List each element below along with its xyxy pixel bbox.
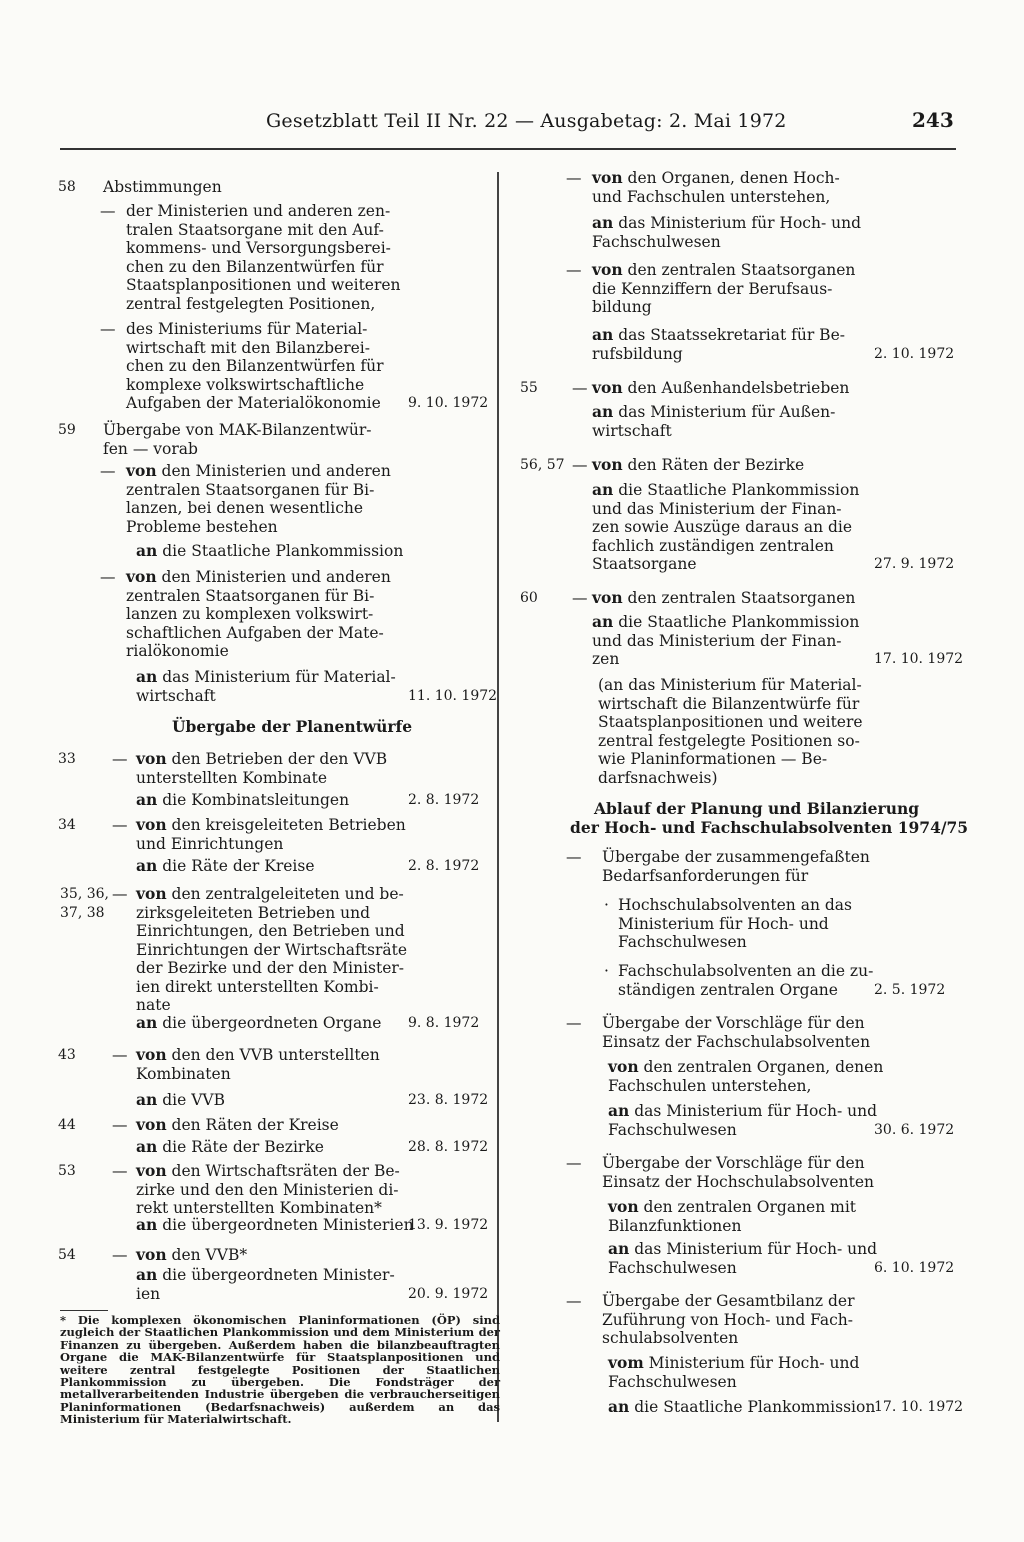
date-value: 9. 10. 1972: [408, 395, 489, 411]
text-line: Bilanzfunktionen: [608, 1216, 742, 1235]
text-line: Staatsplanpositionen und weiteren: [126, 276, 401, 294]
dash-marker: —: [112, 1116, 128, 1134]
date-value: 27. 9. 1972: [874, 556, 955, 572]
text-line: unterstellten Kombinate: [136, 768, 328, 787]
text-line: an das Ministerium für Außen-: [592, 402, 836, 421]
text-line: an die Räte der Bezirke: [136, 1137, 324, 1156]
text-line: zentralen Staatsorganen für Bi-: [126, 480, 375, 499]
text-line: Fachschulwesen: [592, 232, 721, 251]
text-line: an die VVB: [136, 1090, 225, 1109]
text-line: von den Ministerien und anderen: [126, 567, 391, 586]
text-line: von den kreisgeleiteten Betrieben: [136, 815, 406, 834]
text-line: an das Ministerium für Hoch- und: [592, 213, 862, 232]
text-line: an das Ministerium für Hoch- und: [608, 1101, 878, 1120]
item-number: 54: [58, 1247, 76, 1263]
text-line: an die übergeordneten Organe: [136, 1013, 382, 1032]
page-header: [0, 110, 1024, 138]
text-line: rekt unterstellten Kombinaten*: [136, 1199, 382, 1217]
dash-marker: —: [112, 816, 128, 834]
dash-marker: —: [572, 379, 588, 397]
dash-marker: —: [112, 1046, 128, 1064]
text-line: Staatsplanpositionen und weitere: [598, 713, 863, 731]
text-line: und das Ministerium der Finan-: [592, 631, 842, 650]
dash-marker: —: [100, 320, 116, 338]
dash-marker: —: [566, 169, 582, 187]
text-line: von den zentralen Staatsorganen: [592, 588, 856, 607]
text-line: (an das Ministerium für Material-: [598, 676, 862, 694]
text-line: rufsbildung: [592, 344, 683, 363]
text-line: von den Wirtschaftsräten der Be-: [136, 1161, 400, 1180]
header-rule: [60, 148, 956, 150]
dash-marker: —: [112, 885, 128, 903]
text-line: zentralen Staatsorganen für Bi-: [126, 586, 375, 605]
text-line: rialökonomie: [126, 642, 229, 660]
item-number: 35, 36,: [60, 886, 109, 902]
text-line: darfsnachweis): [598, 768, 718, 787]
text-line: von den zentralen Organen, denen: [608, 1057, 884, 1076]
item-number: 56, 57: [520, 457, 565, 473]
text-line: chen zu den Bilanzentwürfen für: [126, 357, 384, 375]
text-line: ien: [136, 1284, 161, 1303]
item-number: 58: [58, 179, 76, 195]
text-line: Übergabe der Vorschläge für den: [602, 1154, 865, 1172]
date-value: 17. 10. 1972: [874, 1399, 964, 1415]
text-line: wirtschaft die Bilanzentwürfe für: [598, 694, 860, 713]
text-line: komplexe volkswirtschaftliche: [126, 375, 365, 394]
text-line: Übergabe der Vorschläge für den: [602, 1014, 865, 1032]
text-line: kommens- und Versorgungsberei-: [126, 239, 391, 257]
date-value: 20. 9. 1972: [408, 1285, 489, 1302]
text-line: vom Ministerium für Hoch- und: [608, 1353, 860, 1372]
dash-marker: —: [572, 589, 588, 607]
dash-marker: —: [566, 261, 582, 279]
text-line: Einsatz der Fachschulabsolventen: [602, 1032, 871, 1051]
text-line: die Kennziffern der Berufsaus-: [592, 279, 833, 298]
text-line: an das Staatssekretariat für Be-: [592, 325, 845, 344]
text-line: Probleme bestehen: [126, 517, 278, 536]
date-value: 30. 6. 1972: [874, 1121, 955, 1138]
text-line: von den zentralgeleiteten und be-: [136, 884, 404, 903]
date-value: 2. 5. 1972: [874, 981, 946, 998]
text-line: von den Betrieben der den VVB: [136, 749, 388, 768]
bullet-marker: ·: [604, 962, 609, 980]
text-line: Abstimmungen: [103, 178, 222, 196]
text-line: bildung: [592, 298, 652, 316]
dash-marker: —: [100, 568, 116, 586]
text-line: von den Außenhandelsbetrieben: [592, 378, 850, 397]
date-value: 13. 9. 1972: [408, 1217, 489, 1233]
date-value: 2. 8. 1972: [408, 858, 480, 874]
text-line: fachlich zuständigen zentralen: [592, 536, 834, 555]
text-line: schulabsolventen: [602, 1329, 739, 1347]
text-line: von den den VVB unterstellten: [136, 1045, 380, 1064]
text-line: Übergabe von MAK-Bilanzentwür-: [103, 421, 372, 439]
text-line: und Einrichtungen: [136, 834, 284, 853]
dash-marker: —: [572, 456, 588, 474]
text-line: schaftlichen Aufgaben der Mate-: [126, 623, 384, 642]
text-line: zen: [592, 650, 620, 668]
text-line: des Ministeriums für Material-: [126, 320, 368, 338]
text-line: von den Ministerien und anderen: [126, 461, 391, 480]
text-line: ständigen zentralen Organe: [618, 980, 838, 999]
text-line: an die Kombinatsleitungen: [136, 790, 350, 809]
item-number: 34: [58, 817, 76, 833]
section-heading: der Hoch- und Fachschulabsolventen 1974/75: [570, 817, 969, 837]
text-line: von den VVB*: [136, 1245, 248, 1264]
text-line: an die Staatliche Plankommission: [136, 541, 404, 560]
text-line: an das Ministerium für Hoch- und: [608, 1239, 878, 1258]
dash-marker: —: [100, 202, 116, 220]
text-line: zentral festgelegten Positionen,: [126, 294, 376, 313]
date-value: 6. 10. 1972: [874, 1259, 955, 1276]
text-line: Fachschulwesen: [608, 1120, 737, 1139]
text-line: Fachschulwesen: [608, 1258, 737, 1277]
text-line: ien direkt unterstellten Kombi-: [136, 977, 379, 996]
footnote-rule: [60, 1310, 108, 1311]
text-line: von den Organen, denen Hoch-: [592, 168, 840, 187]
section-heading: Ablauf der Planung und Bilanzierung: [594, 799, 920, 818]
text-line: Zuführung von Hoch- und Fach-: [602, 1310, 854, 1329]
text-line: nate: [136, 996, 171, 1014]
dash-marker: —: [566, 1292, 582, 1310]
text-line: wie Planinformationen — Be-: [598, 750, 828, 768]
dash-marker: —: [112, 1246, 128, 1264]
text-line: an die Staatliche Plankommission: [608, 1397, 876, 1416]
text-line: an die Staatliche Plankommission: [592, 480, 860, 499]
page-number: 243: [912, 108, 954, 132]
text-line: wirtschaft mit den Bilanzberei-: [126, 338, 370, 357]
text-line: Staatsorgane: [592, 555, 697, 573]
text-line: zirke und den den Ministerien di-: [136, 1180, 399, 1199]
text-line: lanzen zu komplexen volkswirt-: [126, 605, 374, 623]
item-number: 60: [520, 590, 538, 606]
date-value: 2. 10. 1972: [874, 345, 955, 362]
text-line: an die Räte der Kreise: [136, 856, 315, 875]
text-line: und das Ministerium der Finan-: [592, 499, 842, 518]
date-value: 2. 8. 1972: [408, 792, 480, 808]
text-line: Einsatz der Hochschulabsolventen: [602, 1172, 874, 1191]
dash-marker: —: [112, 750, 128, 768]
text-line: tralen Staatsorgane mit den Auf-: [126, 220, 384, 239]
text-line: lanzen, bei denen wesentliche: [126, 499, 364, 517]
text-line: der Bezirke und der den Minister-: [136, 959, 405, 977]
text-line: wirtschaft: [592, 421, 672, 440]
text-line: zen sowie Auszüge daraus an die: [592, 518, 853, 536]
item-number: 55: [520, 380, 538, 396]
text-line: Ministerium für Hoch- und: [618, 914, 829, 933]
date-value: 11. 10. 1972: [408, 687, 498, 704]
text-line: Fachschulen unterstehen,: [608, 1076, 812, 1095]
text-line: von den Räten der Kreise: [136, 1115, 339, 1134]
text-line: an das Ministerium für Material-: [136, 667, 396, 686]
item-number: 37, 38: [60, 904, 105, 921]
date-value: 17. 10. 1972: [874, 651, 964, 667]
text-line: und Fachschulen unterstehen,: [592, 187, 831, 206]
dash-marker: —: [112, 1162, 128, 1180]
text-line: Fachschulwesen: [618, 933, 747, 951]
text-line: Übergabe der Gesamtbilanz der: [602, 1292, 855, 1310]
dash-marker: —: [566, 1154, 582, 1172]
item-number: 43: [58, 1047, 76, 1063]
text-line: wirtschaft: [136, 686, 216, 705]
text-line: von den Räten der Bezirke: [592, 455, 805, 474]
dash-marker: —: [566, 848, 582, 866]
text-line: zentral festgelegte Positionen so-: [598, 731, 860, 750]
text-line: fen — vorab: [103, 439, 198, 458]
footnote: * Die komplexen ökonomischen Planinformationen (ÖP) sind zugleich der Staatlichen Plankommission und dem Ministerium der Finanzen zu übergeben. Außerdem haben die bilanzbeauftragten Organe die MAK-Bilanzentwürfe für Staatsplanpositionen und weitere zentral festgelegte Positionen der Staatlichen Plankommission zu übergeben. Die Fondsträger der metallverarbeitenden Industrie übergeben die verbraucherseitigen Planinformationen (Bedarfsnachweis) außerdem an das Ministerium für Materialwirtschaft.: [60, 1313, 500, 1427]
text-line: von den zentralen Organen mit: [608, 1197, 857, 1216]
item-number: 59: [58, 422, 76, 438]
text-line: an die übergeordneten Ministerien: [136, 1215, 414, 1234]
date-value: 23. 8. 1972: [408, 1092, 489, 1108]
date-value: 9. 8. 1972: [408, 1015, 480, 1031]
dash-marker: —: [100, 462, 116, 480]
text-line: Bedarfsanforderungen für: [602, 866, 809, 885]
text-line: Fachschulabsolventen an die zu-: [618, 962, 874, 980]
text-line: Übergabe der zusammengefaßten: [602, 848, 870, 866]
text-line: an die Staatliche Plankommission: [592, 612, 860, 631]
text-line: Kombinaten: [136, 1064, 231, 1083]
text-line: an die übergeordneten Minister-: [136, 1265, 395, 1284]
text-line: Aufgaben der Materialökonomie: [126, 394, 381, 412]
section-heading: Übergabe der Planentwürfe: [172, 717, 413, 736]
text-line: Einrichtungen, den Betrieben und: [136, 922, 405, 940]
text-line: zirksgeleiteten Betrieben und: [136, 903, 370, 922]
text-line: Fachschulwesen: [608, 1372, 737, 1391]
bullet-marker: ·: [604, 896, 609, 914]
text-line: Hochschulabsolventen an das: [618, 896, 852, 914]
column-divider: [497, 172, 499, 1422]
text-line: chen zu den Bilanzentwürfen für: [126, 257, 384, 276]
item-number: 53: [58, 1163, 76, 1179]
page-title: Gesetzblatt Teil II Nr. 22 — Ausgabetag: 2. Mai 1972: [266, 110, 787, 132]
text-line: Einrichtungen der Wirtschaftsräte: [136, 940, 408, 959]
item-number: 44: [58, 1117, 76, 1133]
date-value: 28. 8. 1972: [408, 1139, 489, 1155]
dash-marker: —: [566, 1014, 582, 1032]
text-line: der Ministerien und anderen zen-: [126, 202, 391, 220]
item-number: 33: [58, 751, 76, 767]
text-line: von den zentralen Staatsorganen: [592, 260, 856, 279]
